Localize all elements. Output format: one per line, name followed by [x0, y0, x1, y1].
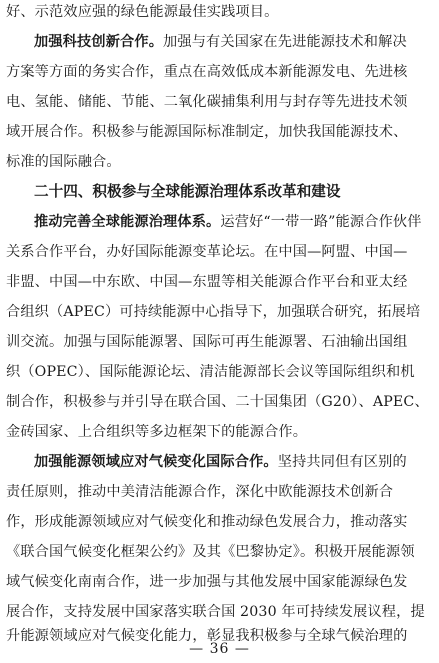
paragraph-3-line-1: [34, 210, 433, 234]
paragraph-3-text: 织（OPEC）、国际能源论坛、清洁能源部长会议等国际组织和机: [6, 364, 415, 380]
paragraph-4-line-6: [6, 600, 433, 624]
paragraph-4-text: 责任原则，推动中美清洁能源合作，深化中欧能源技术创新合: [6, 484, 394, 500]
paragraph-2-text: 加强与有关国家在先进能源技术和解决: [163, 34, 407, 50]
paragraph-3-text: 制合作，积极参与并引导在联合国、二十国集团（G20）、APEC、: [6, 394, 429, 410]
paragraph-4-text: 《联合国气候变化框架公约》及其《巴黎协定》。积极开展能源领: [6, 544, 415, 560]
paragraph-4-text: 展合作，支持发展中国家落实联合国 2030 年可持续发展议程，提: [6, 604, 425, 620]
paragraph-4-line-3: [6, 510, 433, 534]
paragraph-2-line-4: [6, 120, 433, 144]
paragraph-3-lead: 推动完善全球能源治理体系。: [34, 214, 221, 230]
paragraph-3-text: 关系合作平台，办好国际能源变革论坛。在中国—阿盟、中国—: [6, 244, 408, 260]
paragraph-4-line-4: [6, 540, 433, 564]
paragraph-3-text: 运营好“一带一路”能源合作伙伴: [220, 214, 422, 230]
paragraph-2-line-1: [34, 30, 433, 54]
paragraph-2-text: 域开展合作。积极参与能源国际标准制定，加快我国能源技术、: [6, 124, 408, 140]
paragraph-3-line-6: [6, 360, 433, 384]
paragraph-2-line-3: [6, 90, 433, 114]
paragraph-2-text: 方案等方面的务实合作，重点在高效低成本新能源发电、先进核: [6, 64, 408, 80]
paragraph-2-lead: 加强科技创新合作。: [34, 34, 164, 50]
paragraph-4-lead: 加强能源领域应对气候变化国际合作。: [34, 454, 278, 470]
paragraph-3-text: 非盟、中国—中东欧、中国—东盟等相关能源合作平台和亚太经: [6, 274, 408, 290]
paragraph-4-text: 域气候变化南南合作，进一步加强与其他发展中国家能源绿色发: [6, 574, 408, 590]
paragraph-3-line-7: [6, 390, 433, 414]
page-number: — 36 —: [189, 641, 250, 657]
paragraph-4-text: 升能源领域应对气候变化能力，彰显我积极参与全球气候治理的: [6, 628, 408, 644]
paragraph-3-line-8: [6, 420, 433, 444]
paragraph-3-line-4: [6, 300, 433, 324]
section-heading-text: 二十四、积极参与全球能源治理体系改革和建设: [34, 183, 341, 200]
paragraph-2-text: 电、氢能、储能、节能、二氧化碳捕集利用与封存等先进技术领: [6, 94, 408, 110]
paragraph-2-text: 标准的国际融合。: [6, 154, 121, 170]
paragraph-4-text: 坚持共同但有区别的: [277, 454, 407, 470]
paragraph-4-line-1: [34, 450, 433, 474]
section-heading: [34, 180, 433, 204]
paragraph-4-text: 作，形成能源领域应对气候变化和推动绿色发展合力，推动落实: [6, 514, 408, 530]
paragraph-2-line-2: [6, 60, 433, 84]
paragraph-1-text: 好、示范效应强的绿色能源最佳实践项目。: [6, 4, 279, 20]
paragraph-2-line-5: [6, 150, 433, 174]
paragraph-3-text: 合组织（APEC）可持续能源中心指导下，加强联合研究，拓展培: [6, 304, 421, 320]
paragraph-3-text: 金砖国家、上合组织等多边框架下的能源合作。: [6, 424, 308, 440]
paragraph-3-text: 训交流。加强与国际能源署、国际可再生能源署、石油输出国组: [6, 334, 408, 350]
paragraph-3-line-2: [6, 240, 433, 264]
paragraph-1-line-1: [6, 0, 433, 24]
paragraph-3-line-5: [6, 330, 433, 354]
paragraph-3-line-3: [6, 270, 433, 294]
paragraph-4-line-2: [6, 480, 433, 504]
paragraph-4-line-5: [6, 570, 433, 594]
